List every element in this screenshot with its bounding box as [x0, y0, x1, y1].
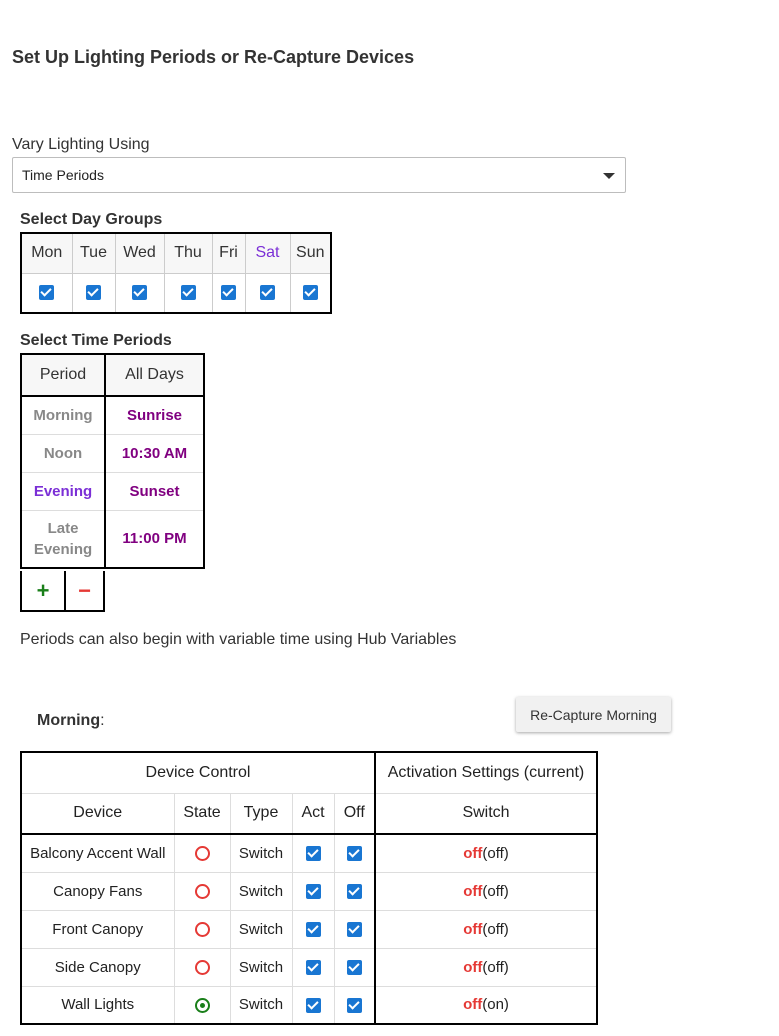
current-value: (off): [482, 844, 509, 862]
vary-lighting-select[interactable]: [12, 157, 626, 193]
state-off-icon: [195, 922, 210, 937]
day-header: Fri: [212, 233, 245, 273]
state-off-icon: [195, 884, 210, 899]
page-title: Set Up Lighting Periods or Re-Capture Devices: [12, 47, 415, 67]
setting-value: off: [463, 920, 483, 938]
device-column-header: Device: [21, 793, 174, 834]
day-header: Tue: [72, 233, 115, 273]
day-groups-table: [20, 232, 332, 314]
device-name[interactable]: Balcony Accent Wall: [21, 834, 174, 872]
period-time[interactable]: 10:30 AM: [105, 434, 204, 472]
off-checkbox[interactable]: [347, 884, 362, 899]
vary-lighting-value: Time Periods: [22, 167, 104, 183]
off-checkbox[interactable]: [347, 922, 362, 937]
time-periods-table: [20, 353, 205, 569]
act-checkbox[interactable]: [306, 960, 321, 975]
period-name-selected[interactable]: Evening: [21, 472, 105, 510]
period-header: Period: [21, 354, 105, 396]
day-checkbox[interactable]: [260, 285, 275, 300]
current-value: (on): [482, 996, 509, 1014]
period-time[interactable]: Sunrise: [126, 406, 183, 424]
vary-lighting-label: Vary Lighting Using: [12, 136, 150, 153]
device-name[interactable]: Canopy Fans: [21, 872, 174, 910]
device-name[interactable]: Side Canopy: [21, 948, 174, 986]
caret-down-icon: [603, 173, 615, 179]
device-name[interactable]: Front Canopy: [21, 910, 174, 948]
setting-value: off: [463, 958, 483, 976]
day-header: Mon: [21, 233, 72, 273]
day-header: Thu: [164, 233, 212, 273]
state-on-icon: [195, 998, 210, 1013]
setting-value: off: [463, 844, 483, 862]
all-days-header: All Days: [105, 354, 204, 396]
period-name-line: Evening: [33, 540, 93, 558]
period-name[interactable]: Morning: [21, 396, 105, 434]
device-type: Switch: [230, 872, 292, 910]
period-name[interactable]: [21, 510, 105, 568]
recapture-morning-button[interactable]: Re-Capture Morning: [516, 697, 671, 732]
act-checkbox[interactable]: [306, 998, 321, 1013]
device-control-header: Device Control: [21, 752, 375, 793]
switch-setting[interactable]: [375, 872, 597, 910]
switch-setting[interactable]: [375, 910, 597, 948]
day-checkbox[interactable]: [86, 285, 101, 300]
state-off-icon: [195, 960, 210, 975]
act-column-header: Act: [292, 793, 334, 834]
day-checkbox[interactable]: [39, 285, 54, 300]
morning-name: Morning: [37, 712, 101, 729]
day-checkbox[interactable]: [181, 285, 196, 300]
off-column-header: Off: [334, 793, 375, 834]
setting-value: off: [463, 996, 483, 1014]
hub-variables-hint: Periods can also begin with variable time using Hub Variables: [20, 631, 457, 648]
switch-setting[interactable]: [375, 986, 597, 1024]
period-time[interactable]: 11:00 PM: [105, 510, 204, 568]
switch-column-header: Switch: [375, 793, 597, 834]
table-row: [21, 948, 597, 986]
state-column-header: State: [174, 793, 230, 834]
current-value: (off): [482, 958, 509, 976]
period-add-remove-group: [20, 571, 105, 612]
device-type: Switch: [230, 986, 292, 1024]
device-name[interactable]: Wall Lights: [21, 986, 174, 1024]
table-row: [21, 872, 597, 910]
act-checkbox[interactable]: [306, 846, 321, 861]
device-type: Switch: [230, 948, 292, 986]
time-periods-label: Select Time Periods: [20, 332, 172, 349]
add-period-button[interactable]: +: [22, 571, 66, 610]
table-row: [21, 834, 597, 872]
morning-label: [37, 712, 105, 730]
table-row: [21, 910, 597, 948]
switch-setting[interactable]: [375, 948, 597, 986]
act-checkbox[interactable]: [306, 884, 321, 899]
table-row: [21, 986, 597, 1024]
setting-value: off: [463, 882, 483, 900]
day-header: Sat: [245, 233, 290, 273]
day-header: Wed: [115, 233, 164, 273]
device-type: Switch: [230, 910, 292, 948]
day-checkbox[interactable]: [303, 285, 318, 300]
current-value: (off): [482, 882, 509, 900]
off-checkbox[interactable]: [347, 998, 362, 1013]
day-groups-label: Select Day Groups: [20, 211, 163, 228]
period-name-line: Late: [47, 519, 79, 537]
remove-period-button[interactable]: −: [78, 577, 91, 603]
day-checkbox[interactable]: [132, 285, 147, 300]
morning-suffix: :: [100, 712, 105, 729]
switch-setting[interactable]: [375, 834, 597, 872]
period-name[interactable]: Noon: [21, 434, 105, 472]
device-control-table: [20, 751, 598, 1025]
off-checkbox[interactable]: [347, 960, 362, 975]
act-checkbox[interactable]: [306, 922, 321, 937]
device-type: Switch: [230, 834, 292, 872]
day-checkbox[interactable]: [221, 285, 236, 300]
off-checkbox[interactable]: [347, 846, 362, 861]
activation-settings-header: Activation Settings (current): [375, 752, 597, 793]
type-column-header: Type: [230, 793, 292, 834]
state-off-icon: [195, 846, 210, 861]
period-time[interactable]: Sunset: [105, 472, 204, 510]
day-header: Sun: [290, 233, 331, 273]
current-value: (off): [482, 920, 509, 938]
